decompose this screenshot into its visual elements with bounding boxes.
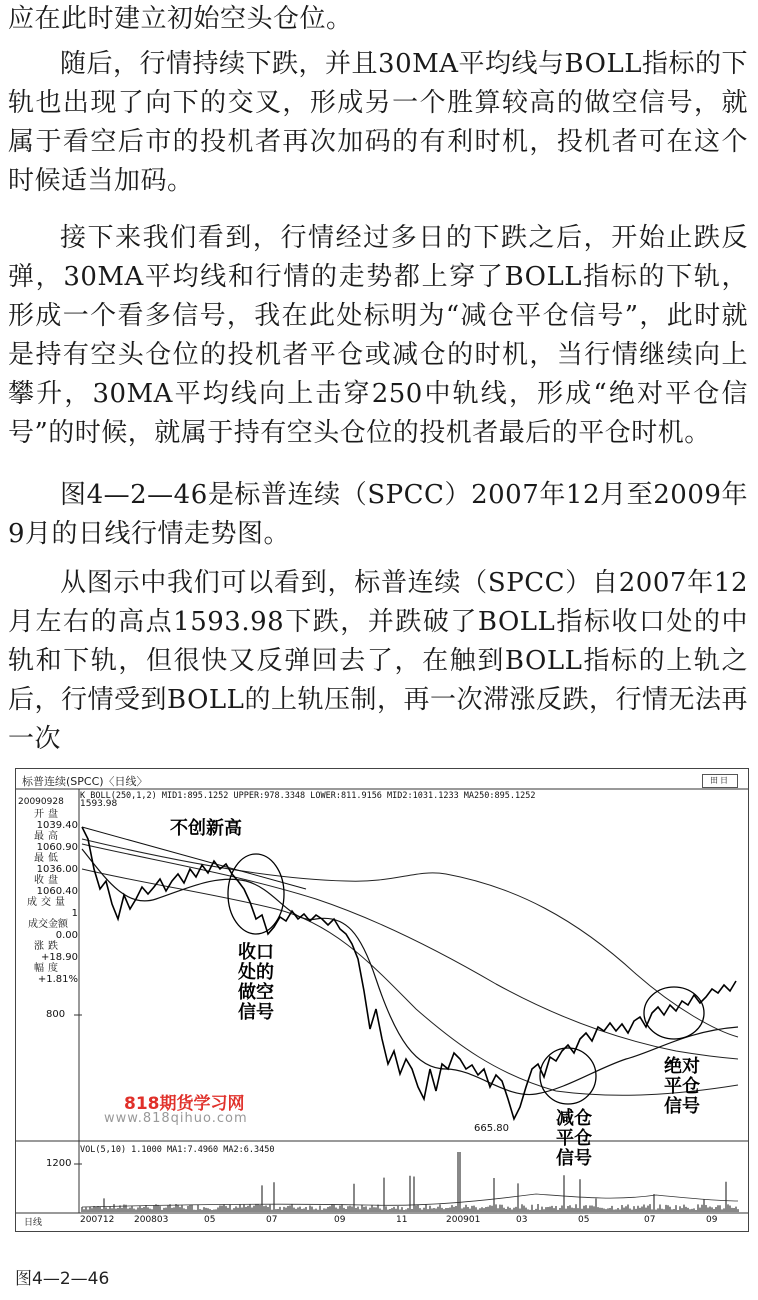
x-tick-11: 11 <box>396 1215 408 1225</box>
quote-sidebar <box>18 809 78 985</box>
absolute-signal-annotation <box>652 1057 712 1117</box>
reduce-signal-line-1: 减仓 <box>556 1108 592 1129</box>
reduce-signal-annotation <box>544 1109 604 1169</box>
x-tick-07b: 07 <box>644 1215 656 1225</box>
paragraph-2: 随后，行情持续下跌，并且30MA平均线与BOLL指标的下轨也出现了向下的交叉，形成另一个胜算较高的做空信号，就属于看空后市的投机者再次加码的有利时机，投机者可在这个时候适当加码。 <box>8 49 748 196</box>
x-tick-05: 05 <box>204 1215 216 1225</box>
figure-caption: 图4—2—46 <box>15 1269 110 1289</box>
x-tick-200712: 200712 <box>80 1215 115 1225</box>
date-label: 20090928 <box>18 797 64 807</box>
reduce-signal-line-3: 信号 <box>556 1148 592 1169</box>
chart-figure <box>15 768 749 1232</box>
sidebar-close-value: 1060.40 <box>36 886 78 897</box>
sidebar-close-label: 收盘 <box>34 875 62 886</box>
x-tick-09: 09 <box>334 1215 346 1225</box>
watermark-url: www.818qihuo.com <box>104 1111 248 1126</box>
x-tick-200803: 200803 <box>134 1215 169 1225</box>
sidebar-volume-value: 1 <box>71 908 78 919</box>
reduce-signal-line-2: 平仓 <box>556 1128 592 1149</box>
volume-tick-1200: 1200 <box>46 1158 72 1169</box>
watermark-logo: 818期货学习网 <box>124 1094 245 1114</box>
absolute-signal-line-3: 信号 <box>664 1096 700 1117</box>
paragraph-5: 从图示中我们可以看到，标普连续（SPCC）自2007年12月左右的高点1593.98下跌，并跌破了BOLL指标收口处的中轨和下轨，但很快又反弹回去了，在触到BOLL指标的上轨之后，行情受到BOLL的上轨压制，再一次滞涨反跌，行情无法再一次 <box>8 568 748 754</box>
short-signal-circle <box>228 854 284 934</box>
price-line <box>82 827 736 1119</box>
absolute-signal-line-1: 绝对 <box>664 1056 700 1077</box>
sidebar-pct-label: 幅度 <box>34 963 62 974</box>
short-signal-annotation <box>226 943 286 1023</box>
x-tick-07: 07 <box>266 1215 278 1225</box>
boll-lower-band <box>82 869 738 1095</box>
x-tick-09b: 09 <box>706 1215 718 1225</box>
sidebar-high-value: 1060.90 <box>36 842 78 853</box>
x-tick-05b: 05 <box>578 1215 590 1225</box>
paragraph-3: 接下来我们看到，行情经过多日的下跌之后，开始止跌反弹，30MA平均线和行情的走势都上穿了BOLL指标的下轨，形成一个看多信号，我在此处标明为“减仓平仓信号”，此时就是持有空头仓位的投机者平仓或减仓的时机，当行情继续向上攀升，30MA平均线向上击穿250中轨线，形成“绝对平仓信号”的时候，就属于持有空头仓位的投机者最后的平仓时机。 <box>8 223 748 448</box>
paragraph-1: 应在此时建立初始空头仓位。 <box>8 4 353 34</box>
sidebar-change-label: 涨跌 <box>34 941 62 952</box>
paragraph-4: 图4—2—46是标普连续（SPCC）2007年12月至2009年9月的日线行情走势图。 <box>8 480 748 549</box>
absolute-signal-line-2: 平仓 <box>664 1076 700 1097</box>
volume-bars <box>82 1152 738 1212</box>
low-price-label: 665.80 <box>474 1123 509 1134</box>
y-tick-800: 800 <box>46 1009 66 1020</box>
short-signal-line-1: 收口 <box>238 942 274 963</box>
sidebar-volume-label: 成交量 <box>27 897 69 908</box>
no-new-high-annotation: 不创新高 <box>170 818 242 839</box>
short-signal-line-3: 做空 <box>238 982 274 1003</box>
sidebar-pct-value: +1.81% <box>37 974 78 985</box>
volume-indicator-line: VOL(5,10) 1.1000 MA1:7.4960 MA2:6.3450 <box>80 1145 275 1155</box>
reduce-signal-circle <box>540 1048 596 1104</box>
sidebar-open-label: 开盘 <box>34 809 62 820</box>
chart-window-title: 标普连续(SPCC)〈日线〉 <box>22 775 148 788</box>
sidebar-high-label: 最高 <box>34 831 62 842</box>
sidebar-amount-value: 0.00 <box>55 930 78 941</box>
sidebar-amount-label: 成交金额 <box>28 919 68 930</box>
ma30-line <box>82 849 738 1095</box>
sidebar-low-label: 最低 <box>34 853 62 864</box>
high-price-label: 1593.98 <box>80 799 118 809</box>
boll-indicator-line: K BOLL(250,1,2) MID1:895.1252 UPPER:978.3348 LOWER:811.9156 MID2:1031.1233 MA250:895.1252 <box>80 791 536 801</box>
x-tick-200901: 200901 <box>446 1215 481 1225</box>
x-axis-label: 日线 <box>24 1218 43 1228</box>
sidebar-change-value: +18.90 <box>40 952 78 963</box>
short-signal-line-2: 处的 <box>238 962 274 983</box>
sidebar-open-value: 1039.40 <box>36 820 78 831</box>
price-chart-svg <box>16 769 748 1231</box>
short-signal-line-4: 信号 <box>238 1002 274 1023</box>
sidebar-low-value: 1036.00 <box>36 864 78 875</box>
window-buttons: 田日 <box>702 774 738 788</box>
x-tick-03: 03 <box>516 1215 528 1225</box>
